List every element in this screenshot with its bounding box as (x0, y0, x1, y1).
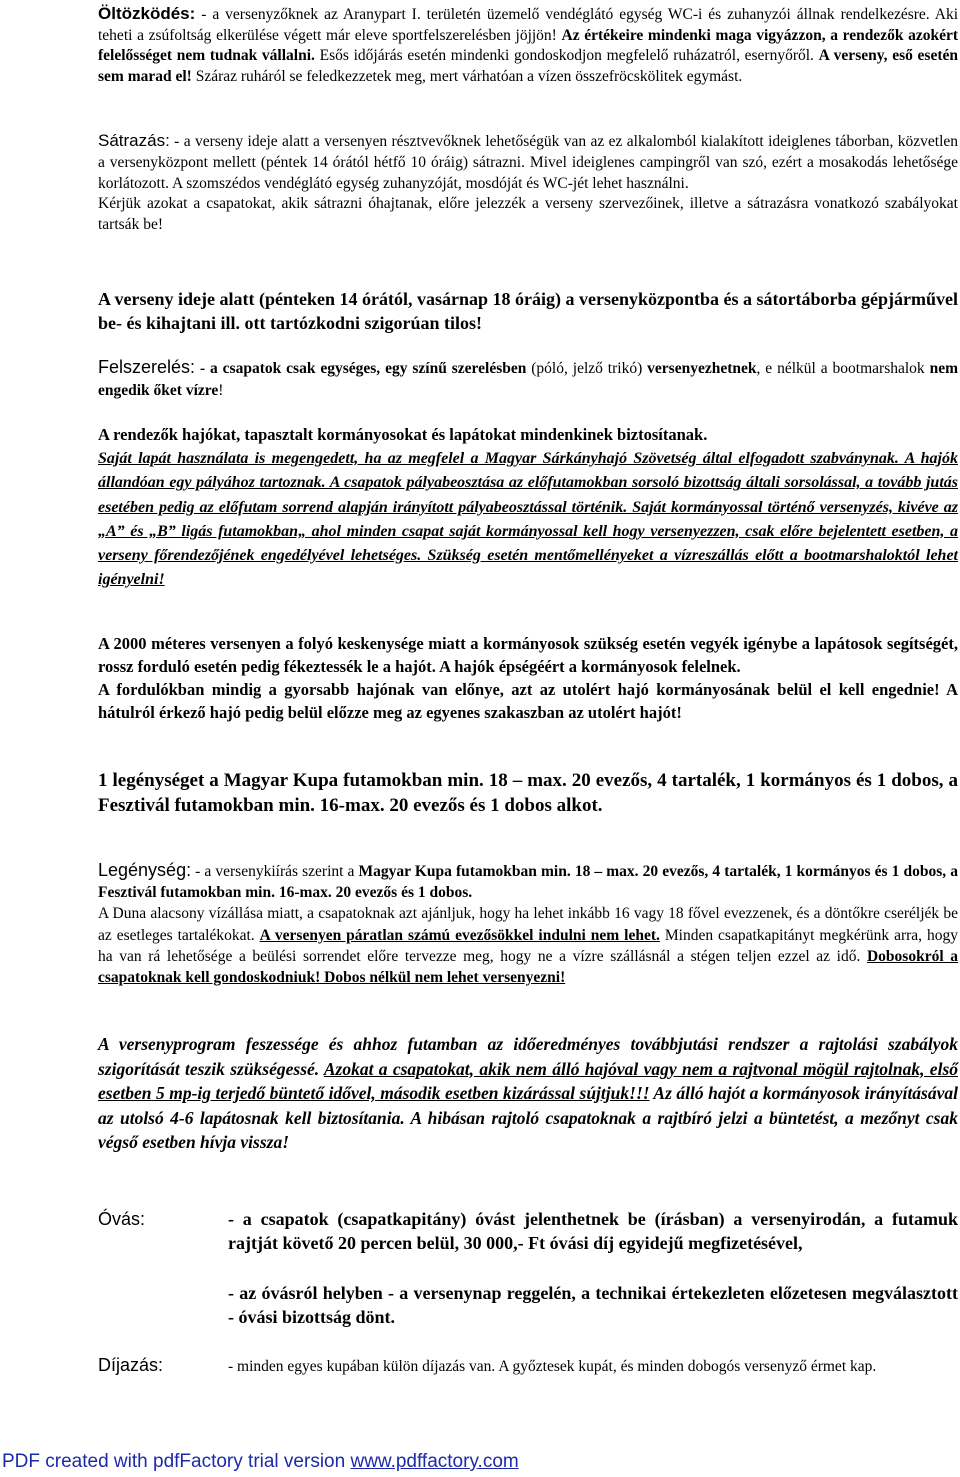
legenyseg-bold-underline-2: Dobosokról a csapatoknak kell gondoskodniuk! Dobos nélkül nem lehet versenyezni! (98, 947, 959, 987)
felszereles-text-3: ! (218, 382, 224, 399)
satrazas-label: Sátrazás: (98, 131, 170, 150)
rajt-text-2: Az álló hajót a kormányosok irányításával az utolsó 4-6 lapátosnak kell biztosítania. A hibásan rajtoló csapatoknak a rajtbíró jelzi a büntetést, a mezőnyt csak végső esetben hívja vissza! (98, 1083, 958, 1152)
hajok-underlined-rules: Saját lapát használata is megengedett, ha az megfelel a Magyar Sárkányhajó Szövetség által elfogadott szabványnak. A hajók állandóan egy pályához tartoznak. A csapatok pályabeosztása az előfutamokban sorsoló bizottság általi sorsolással, a tovább jutás esetében pedig az előfutam sorrend alapján irányított pályabeosztással történik. Saját kormányossal történő versenyzés, kivéve az „A” és „B” ligás futamokban„ ahol minden csapat saját kormányossal kell hogy versenyezzen, csak előre bejelentett esetben, a verseny főrendezőjének engedélyével lehetséges. Szükség esetén mentőmellényeket a vízreszállás előtt a bootmarshaloktól lehet igényelni! (98, 450, 958, 589)
footer-link[interactable]: www.pdffactory.com (350, 1451, 519, 1472)
palya-paragraph-1: A 2000 méteres versenyen a folyó keskenysége miatt a kormányosok szükség esetén vegyék igénybe a lapátosok segítségét, rossz forduló esetén pedig fékeztessék le a hajót. A hajók épségéért a kormányosok felelnek. (98, 634, 958, 676)
legenyseg-bold-1: Magyar Kupa futamokban min. 18 – max. 20 evezős, 4 tartalék, 1 kormányos és 1 dobos, a Fesztivál futamokban min. 16-max. 20 evezős és 1 dobos. (98, 863, 958, 902)
ovas-paragraph-2: - az óvásról helyben - a versenynap reggelén, a technikai értekezleten előzetesen megválasztott - óvási bizottság dönt. (228, 1283, 958, 1327)
satrazas-paragraph-2: Kérjük azokat a csapatokat, akik sátrazni óhajtanak, előre jelezzék a verseny szervezőinek, illetve a sátrazásra vonatkozó szabályokat tartsák be! (98, 195, 958, 234)
legenyseg-paragraph-2 (98, 903, 958, 988)
crew-summary: 1 legénységet a Magyar Kupa futamokban min. 18 – max. 20 evezős, 4 tartalék, 1 kormányos és 1 dobos, a Fesztivál futamokban min. 16-max. 20 evezős és 1 dobos alkot. (98, 770, 958, 816)
oltozkodes-bold-2: A verseny, eső esetén sem marad el! (98, 47, 959, 86)
legenyseg-text-2: A Duna alacsony vízállása miatt, a csapatoknak azt ajánljuk, hogy ha lehet inkább 16 vagy 18 fővel evezzenek, és a döntőkre cseréljék be az esetleges tartalékokat. (98, 905, 958, 944)
section-hajok (98, 423, 958, 592)
section-oltozkodes (98, 4, 958, 88)
legenyseg-label: Legénység: (98, 860, 192, 880)
dijazas-label: Díjazás: (98, 1355, 164, 1375)
ovas-label: Óvás: (98, 1209, 146, 1229)
legenyseg-text-1: - a versenykiírás szerint a (191, 863, 359, 880)
oltozkodes-label: Öltözködés: (98, 4, 196, 23)
satrazas-text-1: - a verseny ideje alatt a versenyen résztvevőknek lehetőségük van az ez alkalomból kialakított ideiglenes táborban, közvetlen a versenyközpont mellett (péntek 14 órától hétfő 10 óráig) sátrazni. Mivel ideiglenes campingről van szó, ezért a mosakodás lehetősége korlátozott. A szomszédos vendéglátó egység zuhanyzóját, mosdóját és WC-jét lehet használni. (98, 133, 958, 192)
felszereles-label: Felszerelés: (98, 357, 196, 377)
felszereles-text-1: (póló, jelző trikó) (526, 360, 648, 377)
oltozkodes-text-3: Száraz ruháról se feledkezzetek meg, mert várhatóan a vízen összefröcskölitek egymást. (191, 68, 743, 86)
felszereles-bold-3: nem engedik őket vízre (98, 360, 958, 399)
section-satrazas (98, 131, 958, 236)
legenyseg-text-3: Minden csapatkapitányt megkérünk arra, hogy ha van rá lehetősége a beülési sorrendet előre tervezze meg, hogy ne a vízre szállásnál a stégen teljen ezzel az idő. (98, 926, 958, 965)
rajt-underlined: Azokat a csapatokat, akik nem álló hajóval vagy nem a rajtvonal mögül rajtolnak, első esetben 5 mp-ig terjedő büntető idővel, második esetben kizárással sújtjuk!!! (98, 1058, 958, 1103)
section-felszereles (98, 356, 958, 402)
felszereles-bold-2: versenyezhetnek (647, 360, 757, 377)
satrazas-paragraph-1 (98, 131, 958, 194)
ovas-paragraph-1: - a csapatok (csapatkapitány) óvást jelenthetnek be (írásban) a versenyirodán, a futamuk rajtját követő 20 percen belül, 30 000,- Ft óvási díj egyidejű megfizetésével, (228, 1209, 958, 1253)
section-rajt (98, 1032, 958, 1155)
section-dijazas (98, 1353, 958, 1403)
footer-text: PDF created with pdfFactory trial version (2, 1451, 351, 1472)
legenyseg-paragraph-1 (98, 860, 958, 903)
traffic-notice: A verseny ideje alatt (pénteken 14 órától, vasárnap 18 óráig) a versenyközpontba és a sátortáborba gépjárművel be- és kihajtani ill. ott tartózkodni szigorúan tilos! (98, 289, 958, 333)
oltozkodes-bold-1: Az értékeire mindenki maga vigyázzon, a rendezők azokért felelősséget nem tudnak vállalni. (98, 26, 958, 65)
legenyseg-bold-underline-1: A versenyen páratlan számú evezősökkel indulni nem lehet. (259, 926, 660, 944)
palya-paragraph-2: A fordulókban mindig a gyorsabb hajónak van előnye, azt az utolért hajó kormányosának belül el kell engednie! A hátulról érkező hajó pedig belül előzze meg az egyenes szakaszban az utolért hajót! (98, 680, 958, 722)
section-ovas (98, 1207, 958, 1337)
felszereles-bold-1: - a csapatok csak egységes, egy színű szerelésben (195, 360, 527, 377)
section-palya (98, 632, 958, 724)
dijazas-paragraph: - minden egyes kupában külön díjazás van. A győztesek kupát, és minden dobogós versenyző érmet kap. (228, 1358, 877, 1375)
oltozkodes-text-2: Esős időjárás esetén mindenki gondoskodjon megfelelő ruházatról, esernyőről. (314, 47, 819, 65)
felszereles-text-2: , e nélkül a bootmarshalok (756, 360, 930, 377)
rajt-text-1: A versenyprogram feszessége és ahhoz futamban az időeredményes továbbjutási rendszer a rajtolási szabályok szigorítását teszik szükségessé. (98, 1034, 958, 1079)
oltozkodes-text-1: - a versenyzőknek az Aranypart I. területén üzemelő vendéglátó egység WC-i és zuhanyzói állnak rendelkezésre. Aki teheti a zsúfoltság elkerülése végett már eleve sportfelszerelésben jöjjön! (98, 6, 958, 44)
section-legenyseg (98, 860, 958, 988)
pdf-footer (0, 1448, 960, 1476)
hajok-bold: A rendezők hajókat, tapasztalt kormányosokat és lapátokat mindenkinek biztosítanak. (98, 425, 708, 444)
